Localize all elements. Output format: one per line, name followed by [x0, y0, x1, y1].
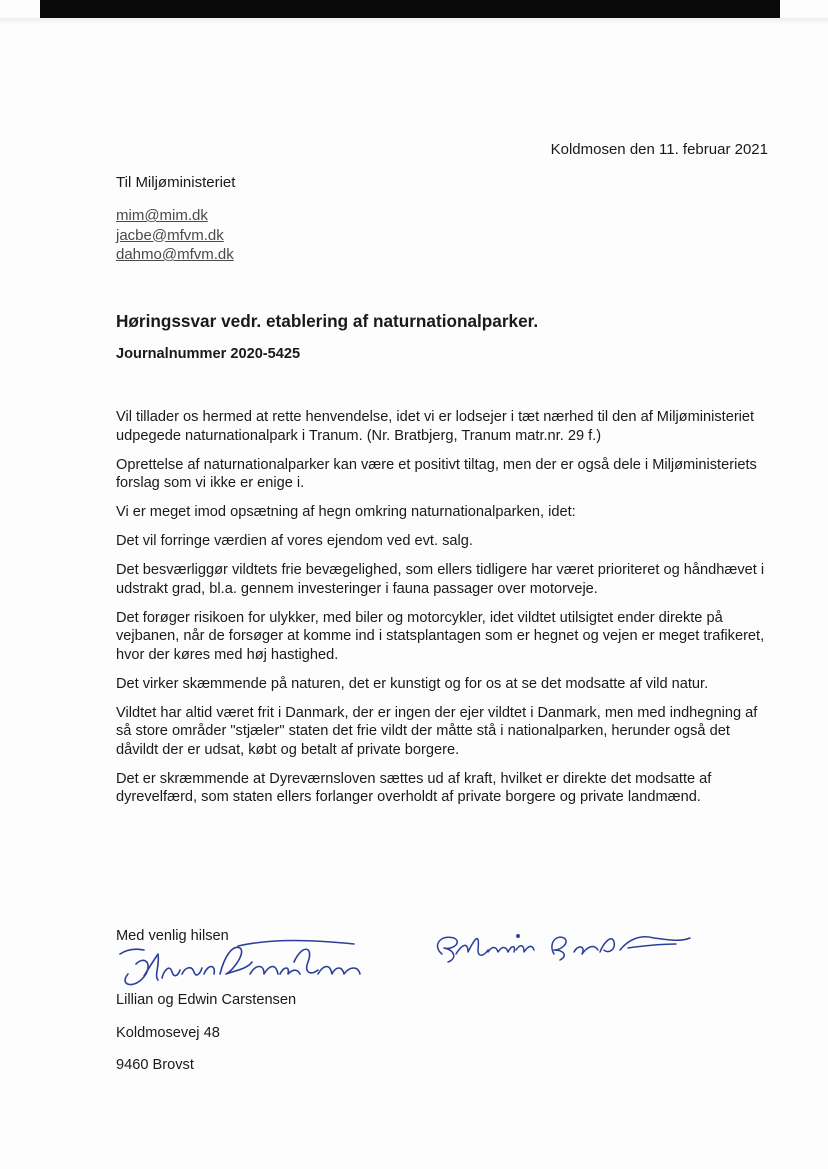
email-link-jacbe[interactable]: jacbe@mfvm.dk: [116, 226, 224, 244]
subject-heading: Høringssvar vedr. etablering af naturnationalparker.: [116, 311, 539, 331]
closing: Med venlig hilsen: [116, 928, 229, 944]
scan-top-bar: [40, 0, 780, 18]
letter-body: [116, 408, 776, 817]
paragraph: Det vil forringe værdien af vores ejendom ved evt. salg.: [116, 533, 473, 549]
paragraph: Det er skræmmende at Dyreværnsloven sættes ud af kraft, hvilket er direkte det modsatte af dyrevelfærd, som staten ellers forlanger overholdt af private borgere og private landmænd.: [116, 770, 712, 805]
email-link-mim[interactable]: mim@mim.dk: [116, 207, 208, 224]
email-list: [116, 206, 234, 265]
address: Koldmosevej 48: [116, 1025, 220, 1041]
journal-number: Journalnummer 2020-5425: [116, 346, 301, 362]
paragraph: Det forøger risikoen for ulykker, med biler og motorcykler, idet vildtet utilsigtet ender direkte på vejbanen, når de forsøger at komme ind i statsplantagen som er hegnet og vejen er meget trafikeret, hvor der køres med høj hastighed.: [116, 609, 765, 663]
signature-edwin-icon: [428, 920, 696, 970]
city: 9460 Brovst: [116, 1057, 194, 1073]
paragraph: Vil tillader os hermed at rette henvendelse, idet vi er lodsejer i tæt nærhed til den af Miljøministeriet udpegede naturnationalpark i Tranum. (Nr. Bratbjerg, Tranum matr.nr. 29 f.): [116, 409, 755, 444]
paragraph: Det besværliggør vildtets frie bevægelighed, som ellers tidligere har været prioriteret og håndhævet i udstrakt grad, bl.a. gennem investeringer i fauna passager over motorveje.: [116, 562, 765, 597]
date-line: Koldmosen den 11. februar 2021: [550, 141, 768, 158]
signature-lillian-icon: [114, 934, 376, 994]
paragraph: Vildtet har altid været frit i Danmark, der er ingen der ejer vildtet i Danmark, men med indhegning af så store områder "stjæler" staten det frie vildt der måtte stå i nationalparken, herunder også det dåvildt der er udsat, købt og betalt af private borgere.: [116, 704, 758, 758]
recipient: Til Miljøministeriet: [116, 174, 236, 191]
paragraph: Vi er meget imod opsætning af hegn omkring naturnationalparken, idet:: [116, 504, 576, 520]
email-link-dahmo[interactable]: dahmo@mfvm.dk: [116, 246, 234, 263]
paragraph: Det virker skæmmende på naturen, det er kunstigt og for os at se det modsatte af vild natur.: [116, 675, 709, 692]
scan-edge-shadow: [0, 18, 828, 24]
signature-names: Lillian og Edwin Carstensen: [116, 992, 297, 1008]
paragraph: Oprettelse af naturnationalparker kan være et positivt tiltag, men der er også dele i Miljøministeriets forslag som vi ikke er enige i.: [116, 456, 757, 491]
